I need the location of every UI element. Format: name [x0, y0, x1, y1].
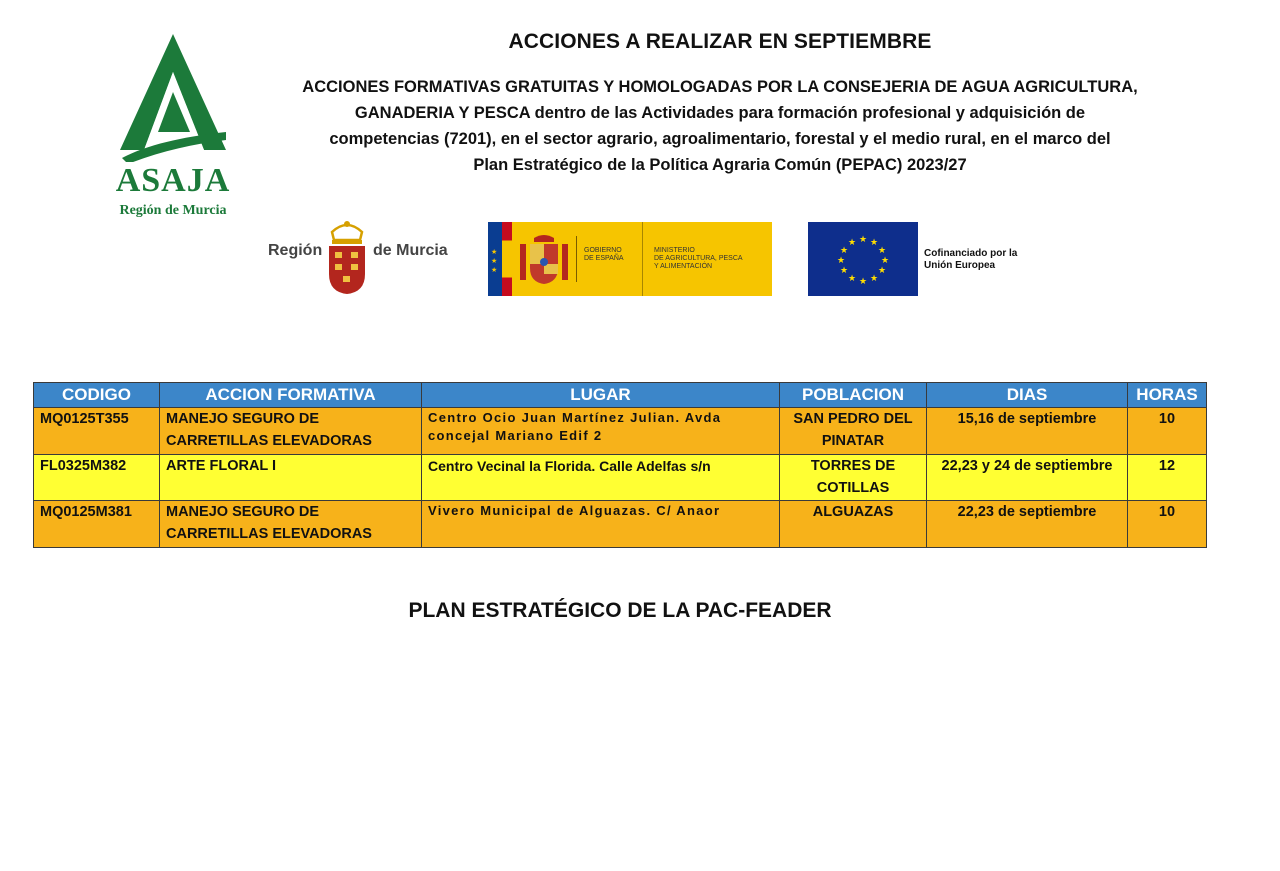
cell-horas: 12 — [1128, 455, 1207, 501]
header-horas: HORAS — [1128, 383, 1207, 408]
cell-codigo: MQ0125M381 — [34, 501, 160, 548]
footer-title: PLAN ESTRATÉGICO DE LA PAC-FEADER — [408, 599, 832, 622]
cell-lugar: Vivero Municipal de Alguazas. C/ Anaor — [422, 501, 780, 548]
asaja-region: Región de Murcia — [119, 203, 227, 218]
murcia-left-text: Región — [268, 242, 323, 259]
gobierno-text — [584, 247, 644, 263]
page-title: ACCIONES A REALIZAR EN SEPTIEMBRE — [508, 30, 932, 53]
cell-dias: 15,16 de septiembre — [927, 408, 1128, 455]
murcia-shield-icon — [324, 218, 370, 296]
svg-text:★: ★ — [858, 277, 868, 287]
svg-text:★: ★ — [847, 274, 857, 284]
page-subtitle — [262, 74, 1178, 178]
logo-separator — [576, 236, 577, 282]
cell-codigo: FL0325M382 — [34, 455, 160, 501]
spain-coat-of-arms-icon — [518, 232, 570, 286]
table-row — [34, 455, 1207, 501]
cell-dias: 22,23 y 24 de septiembre — [927, 455, 1128, 501]
eu-cofinanced-text — [924, 248, 1044, 272]
header-lugar: LUGAR — [422, 383, 780, 408]
cell-lugar: Centro Ocio Juan Martínez Julian. Avda concejal Mariano Edif 2 — [422, 408, 780, 455]
svg-text:★: ★ — [847, 238, 857, 248]
svg-text:★: ★ — [869, 238, 879, 248]
svg-text:★: ★ — [839, 266, 849, 276]
header-codigo: CODIGO — [34, 383, 160, 408]
asaja-triangle-icon — [118, 32, 228, 162]
table-row — [34, 501, 1207, 548]
gobierno-line: DE ESPAÑA — [584, 255, 624, 262]
cell-accion: ARTE FLORAL I — [160, 455, 422, 501]
header-poblacion: POBLACION — [780, 383, 927, 408]
cell-horas: 10 — [1128, 408, 1207, 455]
table-row — [34, 408, 1207, 455]
svg-text:★: ★ — [858, 235, 868, 245]
eu-text-line: Unión Europea — [924, 260, 996, 271]
svg-text:★: ★ — [869, 274, 879, 284]
table-header-row — [34, 383, 1207, 408]
ministerio-line: DE AGRICULTURA, PESCA — [654, 255, 743, 262]
header-accion: ACCION FORMATIVA — [160, 383, 422, 408]
cell-horas: 10 — [1128, 501, 1207, 548]
eu-flag-icon — [808, 222, 918, 296]
cell-codigo: MQ0125T355 — [34, 408, 160, 455]
svg-text:★: ★ — [880, 256, 890, 266]
subtitle-line: competencias (7201), en el sector agrario, agroalimentario, forestal y el medio rural, en el marco del — [329, 130, 1111, 148]
cell-poblacion: SAN PEDRO DEL PINATAR — [780, 408, 927, 455]
star-icon: ★ ★ ★ — [491, 249, 498, 274]
asaja-logo — [108, 32, 238, 222]
region-murcia-logo — [268, 218, 458, 298]
svg-text:★: ★ — [877, 246, 887, 256]
cell-dias: 22,23 de septiembre — [927, 501, 1128, 548]
cell-poblacion: TORRES DE COTILLAS — [780, 455, 927, 501]
ministerio-text — [654, 247, 769, 271]
svg-text:★: ★ — [877, 266, 887, 276]
cell-accion: MANEJO SEGURO DE CARRETILLAS ELEVADORAS — [160, 501, 422, 548]
cell-lugar: Centro Vecinal la Florida. Calle Adelfas s/n — [422, 455, 780, 501]
gobierno-espana-logo — [488, 222, 772, 296]
subtitle-line: GANADERIA Y PESCA dentro de las Actividades para formación profesional y adquisición de — [354, 104, 1086, 122]
svg-text:★: ★ — [839, 246, 849, 256]
ministerio-line: Y ALIMENTACIÓN — [654, 263, 713, 270]
subtitle-line: Plan Estratégico de la Política Agraria Común (PEPAC) 2023/27 — [473, 156, 967, 174]
ministerio-line: MINISTERIO — [654, 247, 695, 254]
gobierno-line: GOBIERNO — [584, 247, 622, 254]
cell-poblacion: ALGUAZAS — [780, 501, 927, 548]
cell-accion: MANEJO SEGURO DE CARRETILLAS ELEVADORAS — [160, 408, 422, 455]
subtitle-line: ACCIONES FORMATIVAS GRATUITAS Y HOMOLOGADAS POR LA CONSEJERIA DE AGUA AGRICULTURA, — [302, 78, 1138, 96]
murcia-right-text: de Murcia — [373, 242, 448, 259]
courses-table — [33, 382, 1207, 548]
spain-flag-strip — [502, 222, 512, 296]
header-dias: DIAS — [927, 383, 1128, 408]
eu-logo — [808, 222, 1038, 296]
asaja-name: ASAJA — [115, 162, 231, 199]
svg-text:★: ★ — [836, 256, 846, 266]
logo-separator — [642, 222, 643, 296]
eu-text-line: Cofinanciado por la — [924, 248, 1018, 259]
